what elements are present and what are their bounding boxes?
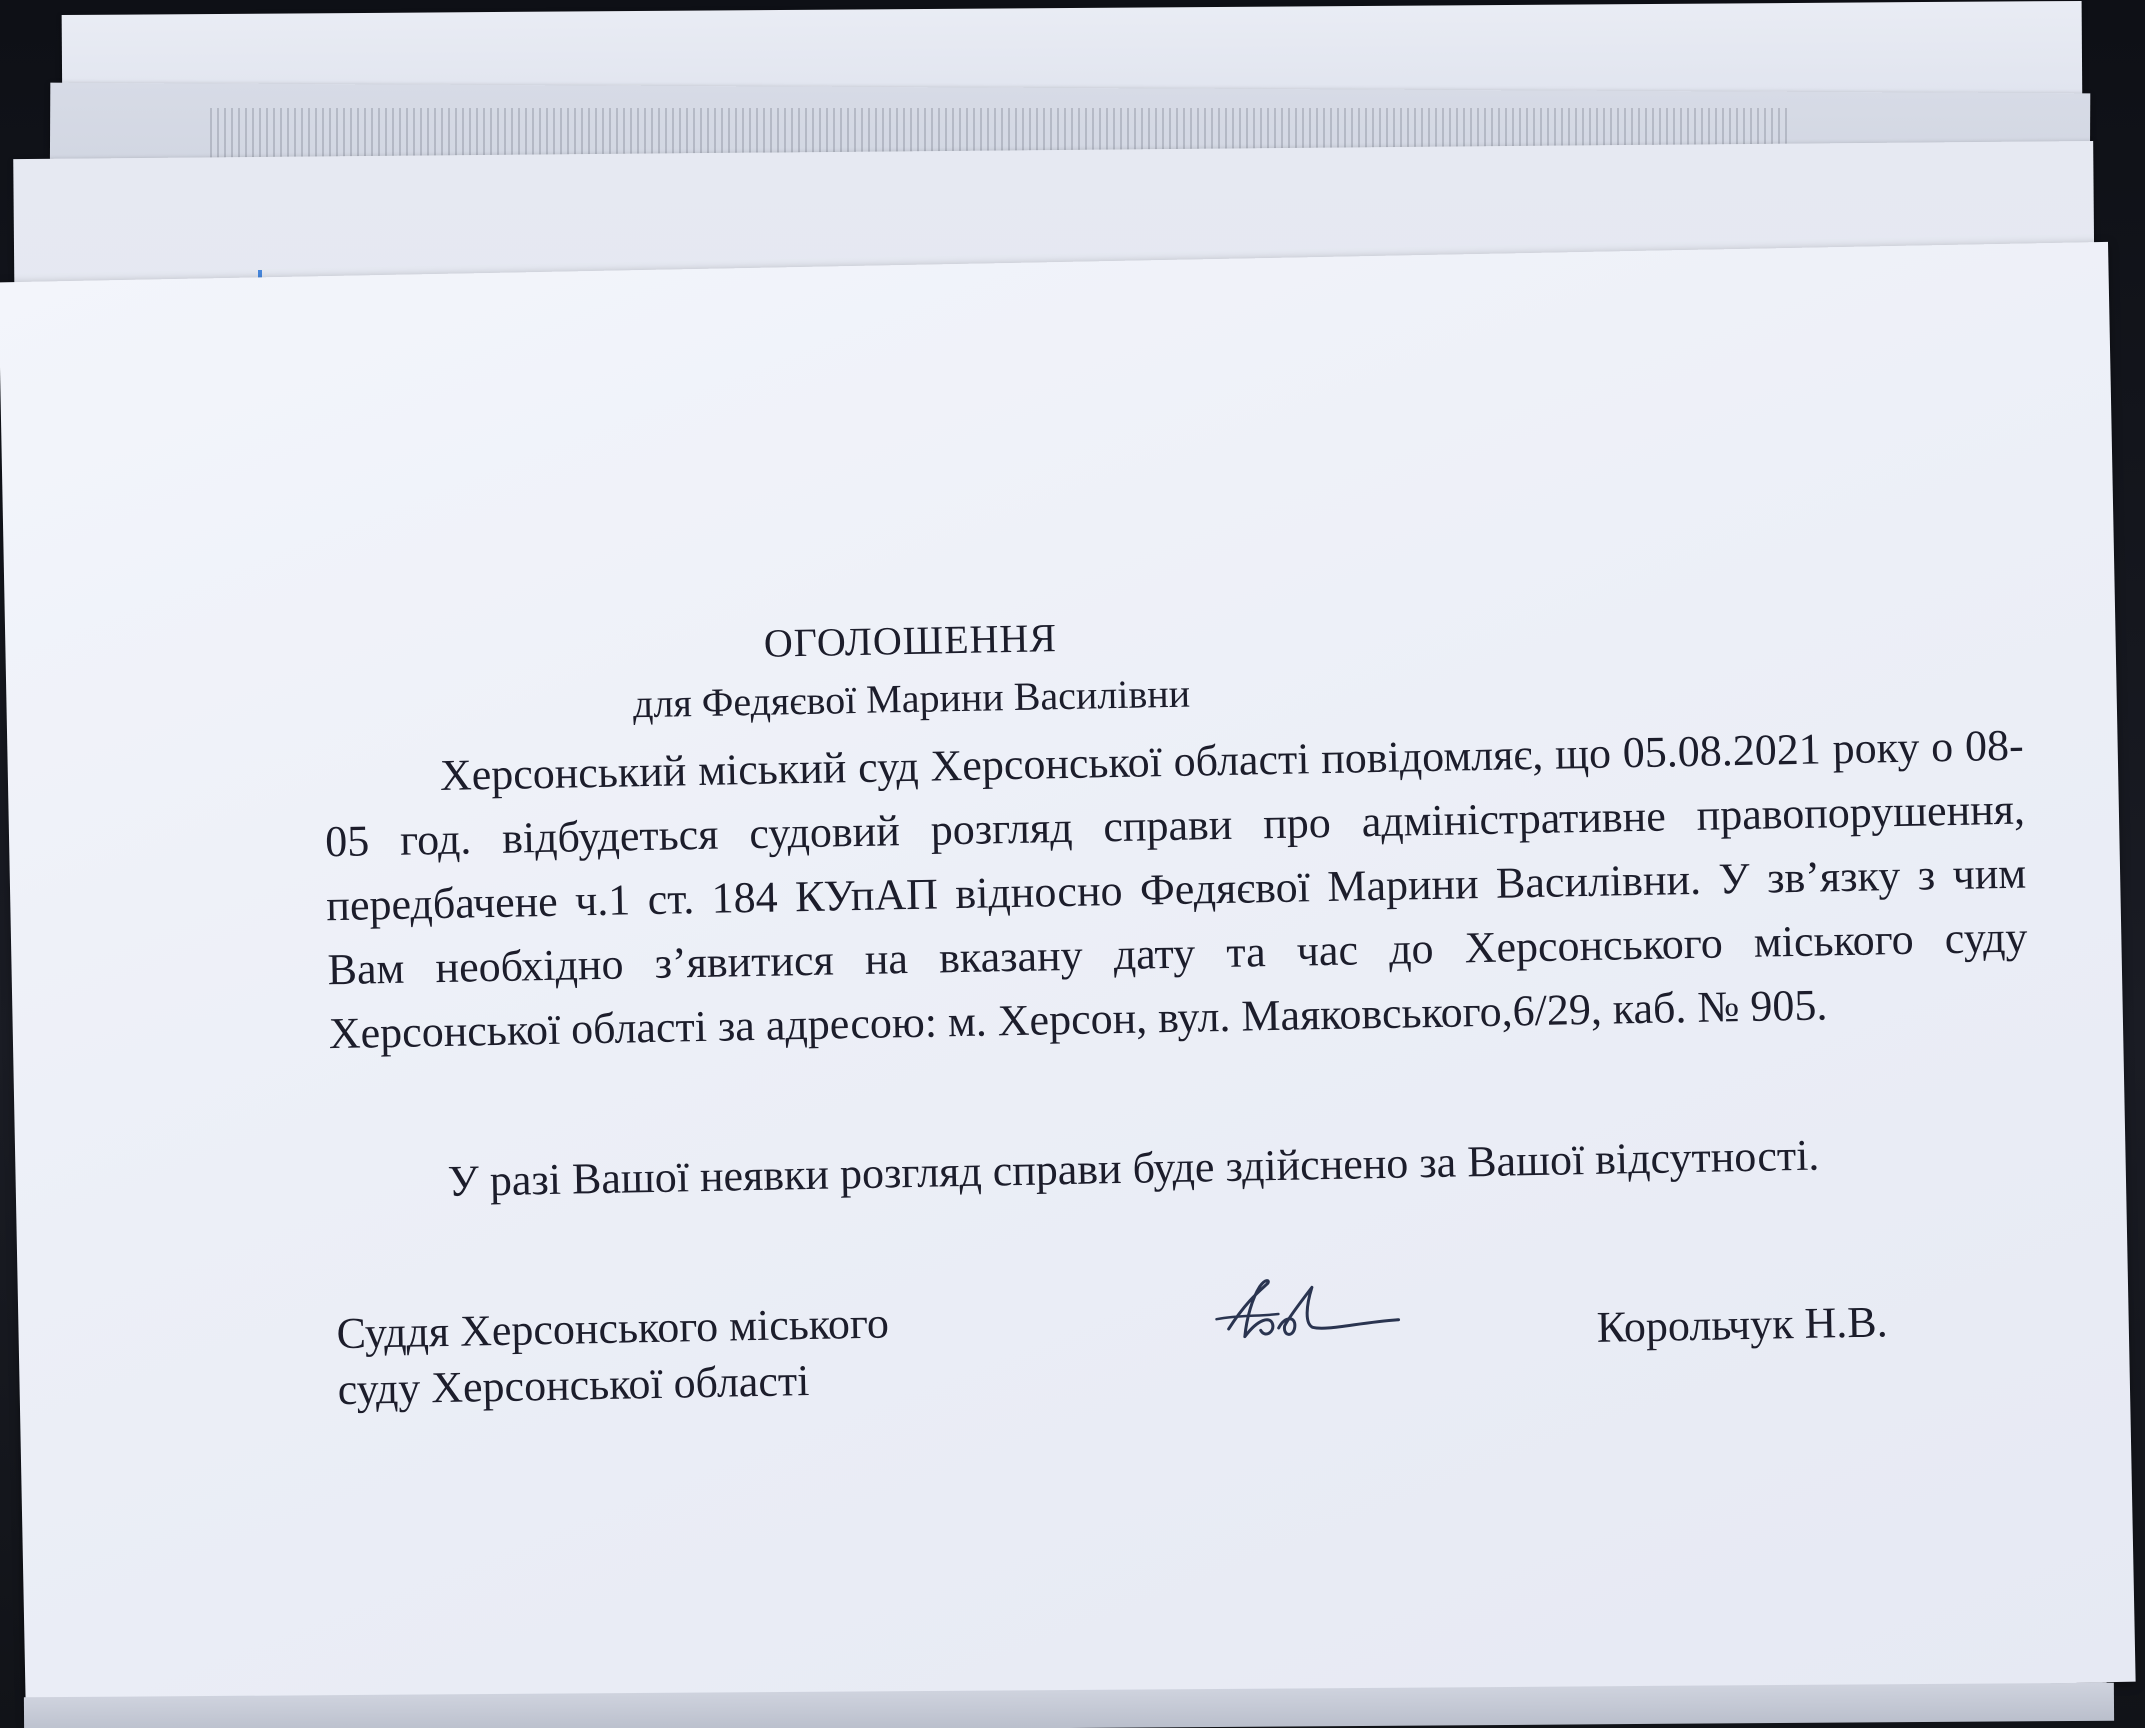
notice-closing: У разі Вашої неявки розгляд справи буде здійснено за Вашої відсутності. [447, 1130, 1820, 1206]
notice-sheet [0, 242, 2136, 1722]
judge-title [336, 1295, 890, 1418]
judge-title-line2: суду Херсонської області [337, 1356, 810, 1415]
judge-title-line1: Суддя Херсонського міського [336, 1298, 890, 1359]
signature-icon [1207, 1256, 1409, 1360]
page-title: ОГОЛОШЕННЯ [763, 615, 1058, 666]
judge-name: Корольчук Н.В. [1596, 1297, 1889, 1352]
notice-body: Херсонський міський суд Херсонської області повідомляє, що 05.08.2021 року о 08-05 год. відбудеться судовий розгляд справи про адміністративне правопорушення, передбачене ч.1 ст. 184 КУпАП відносно Федяєвої Марини Василівни. У зв’язку з чим Вам необхідно з’явитися на вказану дату та час до Херсонського міського суду Херсонської області за адресою: м. Херсон, вул. Маяковського,6/29, каб. № 905. [324, 720, 2028, 1059]
recipient-line: для Федяєвої Марини Василівни [632, 670, 1191, 727]
